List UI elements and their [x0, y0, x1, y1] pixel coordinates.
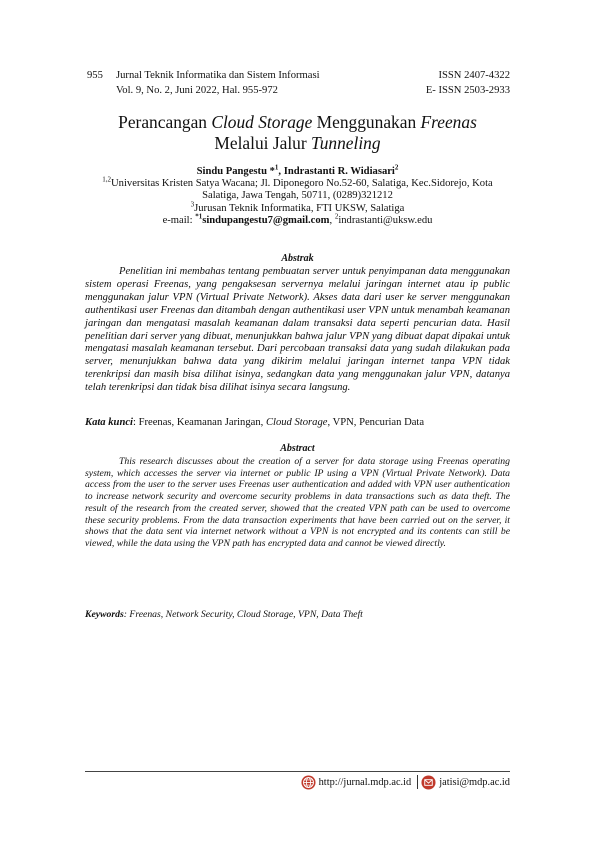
title-part: Perancangan: [118, 112, 212, 132]
affiliation-1-sup: 1,2: [102, 175, 112, 184]
keywords-id-text: : Freenas, Keamanan Jaringan,: [132, 417, 266, 428]
footer: [301, 773, 510, 791]
website-link[interactable]: http://jurnal.mdp.ac.id: [318, 776, 412, 788]
title-part: Menggunakan: [312, 112, 421, 132]
title-part: Cloud Storage: [211, 112, 313, 132]
author-2: Indrastanti R. Widiasari: [283, 166, 395, 177]
header-left: [87, 69, 387, 98]
author-separator: ,: [278, 166, 284, 177]
footer-rule: [85, 771, 510, 772]
keywords-id-text-end: , VPN, Pencurian Data: [327, 417, 425, 428]
globe-icon: [301, 775, 316, 790]
email-1: sindupangestu7@gmail.com: [202, 214, 330, 226]
footer-divider: [417, 775, 418, 789]
title-part: Freenas: [420, 112, 477, 132]
keywords-id: [85, 417, 515, 428]
email-link[interactable]: jatisi@mdp.ac.id: [439, 776, 510, 788]
paper-title: [80, 112, 515, 153]
abstract-en-body: This research discusses about the creation of a server for data storage using Freenas operating system, which accesses the server via internet or public IP using a VPN (Virtual Private Network). Data access from the user to the server uses Freenas user authentication and added with VPN user authentication to increase network security and overcome security problems in data transactions such as data theft. The result of the research from the created server, showed that the created VPN path can be used to overcome these security problems. From the data transaction experiments that have been carried out on the server, it shows that the data sent via internet network without a VPN is not encrypted and its contents can still be viewed, while the data using the VPN path has encrypted data and cannot be viewed directly.: [85, 456, 510, 549]
author-1: Sindu Pangestu *: [196, 166, 275, 177]
author-1-sup: 1: [274, 163, 279, 172]
title-part: Tunneling: [311, 132, 381, 153]
abstract-en-heading: Abstract: [280, 443, 315, 454]
email-prefix: e-mail:: [162, 214, 196, 226]
affiliation-1-line2: Salatiga, Jawa Tengah, 50711, (0289)321212: [202, 190, 393, 202]
mail-icon: [421, 775, 436, 790]
email-2-sup: 2: [334, 212, 339, 221]
volume-info: Vol. 9, No. 2, Juni 2022, Hal. 955-972: [116, 84, 278, 96]
keywords-en-text: : Freenas, Network Security, Cloud Storage, VPN, Data Theft: [123, 609, 363, 620]
affiliation-2-text: Jurusan Teknik Informatika, FTI UKSW, Salatiga: [194, 202, 405, 214]
email-1-sup: *1: [195, 212, 203, 221]
keywords-id-italic: Cloud Storage: [265, 417, 328, 428]
issn-online: E- ISSN 2503-2933: [425, 84, 510, 96]
author-block: [60, 163, 535, 227]
page-number: 955: [87, 70, 103, 81]
keywords-en-label: Keywords: [85, 609, 124, 620]
header-right: [360, 69, 510, 98]
keywords-id-label: Kata kunci: [85, 417, 133, 428]
author-names: [60, 163, 535, 178]
affiliation-1-line1: Universitas Kristen Satya Wacana; Jl. Diponegoro No.52-60, Salatiga, Kec.Sidorejo, Kota: [111, 178, 493, 190]
title-part: Melalui Jalur: [214, 132, 311, 153]
author-2-sup: 2: [394, 163, 399, 172]
footer-website[interactable]: [301, 775, 412, 790]
issn-print: ISSN 2407-4322: [438, 70, 510, 81]
email-2: indrastanti@uksw.edu: [338, 214, 433, 226]
email-line: [60, 212, 535, 227]
footer-email[interactable]: [421, 775, 510, 790]
abstract-id-heading: Abstrak: [281, 253, 314, 264]
email-separator: ,: [329, 214, 335, 226]
abstract-id-body: Penelitian ini membahas tentang pembuatan server untuk penyimpanan data menggunakan sistem operasi Freenas, yang pengaksesan servernya melalui jaringan internet atau ip public menggunakan jalur VPN (Virtual Private Network). Akses data dari user ke server menggunakan authentikasi user Freenas dan ditambah dengan authentikasi user VPN untuk menambah keamanan jaringan dan mengatasi masalah keamanan dalam transaksi data seperti pencurian data. Hasil penelitian dari server yang dibuat, menunjukkan bahwa jalur VPN yang dibuat dapat dipakai untuk mengatasi masalah keamanan tersebut. Dari percobaan transaksi data yang sudah dilakukan pada server, menunjukkan bahwa data yang dikirim melalui jaringan internet tanpa VPN tidak terenkripsi dan masih bisa dilihat isinya, sedangkan data yang menggunakan jalur VPN, datanya telah terenkripsi dan tidak bisa dilihat isinya secara langsung.: [85, 266, 510, 394]
affiliation-1: [60, 175, 535, 190]
affiliation-2: [60, 200, 535, 215]
affiliation-2-sup: 3: [190, 200, 195, 209]
journal-name: Jurnal Teknik Informatika dan Sistem Informasi: [116, 70, 320, 81]
keywords-en: [85, 609, 515, 620]
